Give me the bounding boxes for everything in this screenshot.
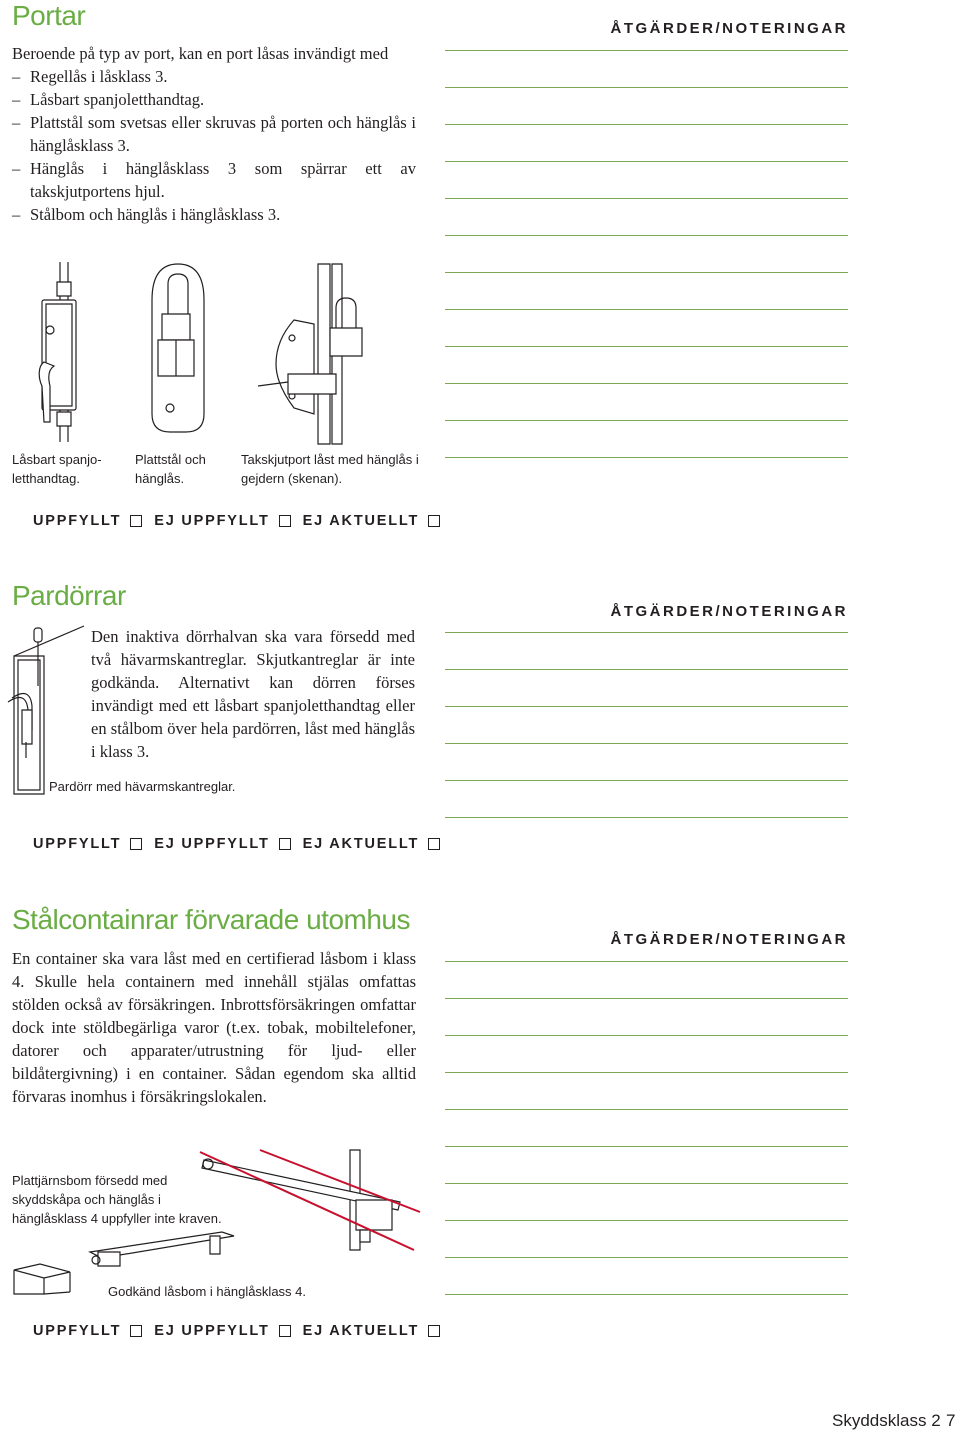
checkbox-ej-uppfyllt[interactable]	[279, 1325, 291, 1337]
checkbox-ej-aktuellt[interactable]	[428, 515, 440, 527]
status-row-stalcontainrar	[33, 1323, 452, 1339]
section-heading-portar: Portar	[12, 0, 86, 31]
caption-plattjarnsbom: Plattjärnsbom försedd med skyddskåpa och hänglås i hänglåsklass 4 uppfyller inte kraven.	[12, 1173, 222, 1226]
list-item: – Plattstål som svetsas eller skruvas på porten och hänglås i hänglåsklass 3.	[12, 113, 416, 155]
notes-heading: ÅTGÄRDER/NOTERINGAR	[610, 603, 848, 620]
checkbox-ej-aktuellt[interactable]	[428, 1325, 440, 1337]
status-label-ej-aktuellt: EJ AKTUELLT	[302, 513, 420, 529]
list-item: – Hänglås i hänglåsklass 3 som spärrar ett av takskjutportens hjul.	[12, 159, 416, 201]
spanjolett-handle-illustration	[30, 262, 90, 442]
stalcontainrar-text: En container ska vara låst med en certifierad låsbom i klass 4. Skulle hela containern med innehåll stjälas omfattas stölden också av försäkringen. Inbrottsförsäkringen omfattar dock inte stöldbegärliga varor (t.ex. tobak, mobiltelefoner, datorer och apparater/utrustning för ljud- eller bildåtergivning) i en container. Sådan egendom ska alltid förvaras inomhus i försäkringslokalen.	[12, 949, 416, 1106]
checkbox-uppfyllt[interactable]	[130, 515, 142, 527]
status-row-portar	[33, 513, 452, 529]
pardorrar-text: Den inaktiva dörrhalvan ska vara försedd med två hävarmskantreglar. Skjutkantreglar är inte godkända. Alternativt kan dörren förses invändigt med ett låsbart spanjoletthandtag eller en stålbom över hela pardörren, låst med hänglås i klass 3.	[91, 627, 415, 761]
list-item: – Regellås i låsklass 3.	[12, 67, 168, 86]
notes-heading: ÅTGÄRDER/NOTERINGAR	[610, 931, 848, 948]
status-label-uppfyllt: UPPFYLLT	[33, 513, 122, 529]
status-label-ej-uppfyllt: EJ UPPFYLLT	[154, 513, 270, 529]
caption-takskjutport: Takskjutport låst med hänglås i gejdern (skenan).	[241, 452, 419, 486]
double-door-illustration	[8, 626, 84, 794]
status-label-uppfyllt: UPPFYLLT	[33, 836, 122, 852]
caption-godkand-lasbom: Godkänd låsbom i hänglåsklass 4.	[108, 1284, 307, 1299]
status-label-ej-uppfyllt: EJ UPPFYLLT	[154, 836, 270, 852]
checkbox-uppfyllt[interactable]	[130, 838, 142, 850]
page-number: 7	[946, 1411, 956, 1430]
portar-text	[12, 42, 416, 226]
caption-plattstal: Plattstål och hänglås.	[135, 452, 206, 486]
portar-bullet-list	[12, 65, 416, 226]
list-item: – Låsbart spanjoletthandtag.	[12, 90, 205, 109]
footer-title: Skyddsklass 2	[832, 1411, 941, 1430]
caption-pardorr: Pardörr med hävarmskantreglar.	[49, 779, 236, 794]
list-item: – Stålbom och hänglås i hänglåsklass 3.	[12, 205, 281, 224]
bullet-dash: –	[12, 205, 21, 224]
notes-heading: ÅTGÄRDER/NOTERINGAR	[610, 20, 848, 37]
section-heading-pardorrar: Pardörrar	[12, 580, 126, 611]
portar-intro: Beroende på typ av port, kan en port låsas invändigt med	[12, 44, 389, 63]
status-row-pardorrar	[33, 836, 452, 852]
caption-spanjolett: Låsbart spanjo-letthandtag.	[12, 452, 102, 486]
status-label-ej-aktuellt: EJ AKTUELLT	[302, 836, 420, 852]
checkbox-ej-uppfyllt[interactable]	[279, 838, 291, 850]
bullet-dash: –	[12, 113, 21, 132]
checkbox-ej-aktuellt[interactable]	[428, 838, 440, 850]
checkbox-uppfyllt[interactable]	[130, 1325, 142, 1337]
status-label-uppfyllt: UPPFYLLT	[33, 1323, 122, 1339]
plate-padlock-illustration	[148, 264, 208, 434]
status-label-ej-uppfyllt: EJ UPPFYLLT	[154, 1323, 270, 1339]
status-label-ej-aktuellt: EJ AKTUELLT	[302, 1323, 420, 1339]
bullet-dash: –	[12, 159, 21, 178]
section-heading-stalcontainrar: Stålcontainrar förvarade utomhus	[12, 904, 410, 935]
bullet-dash: –	[12, 90, 21, 109]
bullet-dash: –	[12, 67, 21, 86]
checkbox-ej-uppfyllt[interactable]	[279, 515, 291, 527]
sliding-door-illustration	[258, 264, 378, 444]
